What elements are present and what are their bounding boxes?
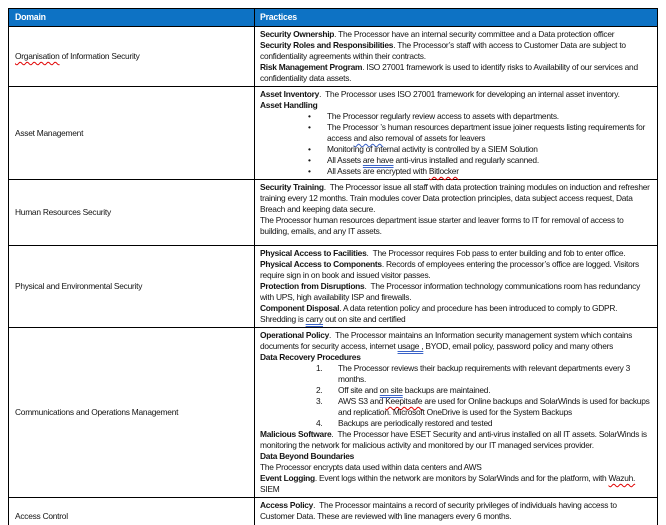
table-body [9, 26, 657, 525]
text-run: . The Processor requires Fob pass to enter building and fob to enter office. [366, 248, 626, 258]
bullet-item [308, 111, 652, 122]
practice-paragraph [260, 303, 652, 325]
text-run: Monitoring of internal activity is controlled by a SIEM Solution [327, 144, 538, 154]
grammar-flagged-text: are have [362, 155, 394, 165]
practice-paragraph [260, 451, 652, 462]
practice-paragraph [260, 62, 652, 84]
bullet-marker: • [308, 111, 311, 121]
text-run: Data Recovery Procedures [260, 352, 361, 362]
text-run: are used for Online backups and SolarWinds is used for backups and replication. Microsoft OneDrive is used for the System Backups [338, 396, 652, 417]
practices-cell-communications-and-operations-management [255, 328, 657, 497]
bullet-item [308, 155, 652, 166]
domain-label [15, 128, 83, 139]
numbered-text [338, 396, 652, 418]
domain-cell-communications-and-operations-management [9, 328, 255, 497]
table-row-communications-and-operations-management [9, 327, 657, 497]
practices-cell-access-control [255, 498, 657, 525]
practice-paragraph [260, 248, 652, 259]
numbered-text [338, 418, 492, 429]
text-run: Physical Access to Facilities [260, 248, 367, 258]
misspelled-word: Keepitsafe [385, 396, 423, 406]
text-run: . The Processor information technology communications room has redundancy with UPS, high availability ISP and firewalls. [260, 281, 643, 302]
domain-cell-asset-management [9, 87, 255, 179]
text-run: . The Processor’s staff with access to Customer Data are subject to confidentiality agreements within their contracts. [260, 40, 628, 61]
practice-paragraph [260, 100, 652, 111]
text-run: The Processor reviews their backup requirements with relevant departments every 3 months. [338, 363, 633, 384]
text-run: backups are maintained. [402, 385, 491, 395]
text-run: . Event logs within the network are monitors by SolarWinds and for the platform, with [314, 473, 609, 483]
bullet-text [327, 155, 539, 166]
text-run: Data Beyond Boundaries [260, 451, 355, 461]
numbered-text [338, 385, 490, 396]
bullet-marker: • [308, 155, 311, 165]
text-run: AWS S3 and [338, 396, 386, 406]
text-run: Security Ownership [260, 29, 335, 39]
text-run: All Assets are encrypted with [327, 166, 429, 176]
text-run: . The Processor uses ISO 27001 framework for developing an internal asset inventory. [319, 89, 620, 99]
text-run: removal of assets for leavers [383, 133, 486, 143]
practice-paragraph [260, 330, 652, 352]
numbered-item [316, 396, 652, 418]
practice-paragraph [260, 215, 652, 237]
text-run: SIEM [260, 473, 638, 494]
grammar-flagged-text: on site [379, 385, 403, 395]
text-run: Component Disposal [260, 303, 340, 313]
numbered-item [316, 385, 652, 396]
practice-paragraph [260, 29, 652, 40]
practice-paragraph [260, 429, 652, 451]
bullet-item [308, 122, 652, 144]
text-run: Backups are periodically restored and tested [338, 418, 493, 428]
text-run: out on site and certified [323, 314, 406, 324]
practices-cell-human-resources-security [255, 180, 657, 245]
text-run: . Records of employees entering the processor’s office are logged. Visitors require sign in on book and issued visitor passes. [260, 259, 642, 280]
text-run: The Processor human resources department issue starter and leaver forms to IT for removal of access to building, emails, and any IT assets. [260, 215, 626, 236]
text-run: Physical and Environmental Security [15, 281, 143, 291]
bullet-item [308, 144, 652, 155]
text-run: . ISO 27001 framework is used to identify risks to Availability of our services and confidentiality data assets. [260, 62, 640, 83]
practice-paragraph [260, 281, 652, 303]
text-run: All Assets [327, 155, 363, 165]
domain-cell-access-control [9, 498, 255, 525]
practice-paragraph [260, 473, 652, 495]
text-run: . The Processor maintains an Information security management system which contains documents for security access, internet [260, 330, 635, 351]
text-run: The Processor encrypts data used within data centers and AWS [260, 462, 482, 472]
misspelled-word: Organisation [15, 51, 60, 61]
text-run: Human Resources Security [15, 207, 111, 217]
text-run: . The Processor issue all staff with data protection training modules on induction and refresher training every 12 months. Train modules cover Data protection principles, data subject access request, Data Breach and keeping data secure. [260, 182, 652, 214]
domain-cell-physical-and-environmental-security [9, 246, 255, 327]
text-run: . The Processor have an internal security committee and a Data protection officer [334, 29, 615, 39]
text-run: Risk Management Program [260, 62, 363, 72]
text-run: The Processor ’s human resources department issue joiner requests listing requirements for access [327, 122, 648, 143]
misspelled-word: Bitlocker [428, 166, 459, 176]
table-row-organisation-of-information-security [9, 26, 657, 86]
practice-paragraph [260, 352, 652, 363]
practice-paragraph [260, 182, 652, 215]
text-run: anti-virus installed and regularly scanned. [393, 155, 539, 165]
text-run: of Information Security [59, 51, 140, 61]
practice-paragraph [260, 259, 652, 281]
bullet-item [308, 166, 652, 177]
practices-cell-physical-and-environmental-security [255, 246, 657, 327]
grammar-flagged-text: and also [353, 133, 384, 143]
table-row-asset-management [9, 86, 657, 179]
text-run: . A data retention policy and procedure has been introduced to comply to GDPR. Shredding is [260, 303, 620, 324]
text-run: Asset Management [15, 127, 84, 138]
text-run: Communications and Operations Management [15, 407, 179, 417]
domain-label [15, 407, 178, 418]
domain-label [15, 511, 68, 522]
number-marker: 3. [316, 396, 323, 406]
bullet-text [327, 122, 652, 144]
practices-cell-organisation-of-information-security [255, 27, 657, 86]
domain-cell-human-resources-security [9, 180, 255, 245]
domain-label [15, 51, 140, 62]
text-run: Malicious Software [260, 429, 332, 439]
practice-paragraph [260, 40, 652, 62]
security-practices-table [8, 8, 658, 525]
practice-paragraph [260, 89, 652, 100]
domain-cell-organisation-of-information-security [9, 27, 255, 86]
misspelled-word: Wazuh. [608, 473, 636, 483]
bullet-marker: • [308, 122, 311, 132]
domain-label [15, 207, 111, 218]
practices-cell-asset-management [255, 87, 657, 179]
text-run: Protection from Disruptions [260, 281, 365, 291]
number-marker: 1. [316, 363, 323, 373]
text-run: Asset Inventory [260, 89, 320, 99]
column-header-domain: Domain [9, 9, 255, 26]
text-run: Off site and [338, 385, 380, 395]
text-run: . The Processor maintains a record of security privileges of individuals having access to Customer Data. These are reviewed with line managers every 6 months. [260, 500, 619, 521]
table-row-physical-and-environmental-security [9, 245, 657, 327]
text-run: Physical Access to Components [260, 259, 382, 269]
grammar-flagged-text: usage , [397, 341, 424, 351]
text-run: . The Processor have ESET Security and anti-virus installed on all IT assets. SolarWinds is monitoring the network for malicious activity and monitored by our IT managed services provider. [260, 429, 649, 450]
text-run: BYOD, email policy, password policy and many others [423, 341, 614, 351]
bullet-text [327, 166, 459, 177]
column-header-practices: Practices [260, 12, 297, 22]
practice-paragraph [260, 500, 652, 522]
text-run: Event Logging [260, 473, 315, 483]
bullet-marker: • [308, 166, 311, 176]
table-row-human-resources-security [9, 179, 657, 245]
number-marker: 2. [316, 385, 323, 395]
bullet-text [327, 111, 559, 122]
grammar-flagged-text: carry [305, 314, 324, 324]
text-run: Security Training [260, 182, 324, 192]
text-run: Asset Handling [260, 100, 318, 110]
text-run: The Processor regularly review access to assets with departments. [327, 111, 559, 121]
domain-label [15, 281, 142, 292]
numbered-item [316, 418, 652, 429]
bullet-text [327, 144, 538, 155]
numbered-text [338, 363, 652, 385]
numbered-item [316, 363, 652, 385]
text-run: Operational Policy [260, 330, 330, 340]
table-row-access-control [9, 497, 657, 525]
bullet-marker: • [308, 144, 311, 154]
table-header-row [9, 9, 657, 26]
text-run: Security Roles and Responsibilities [260, 40, 394, 50]
number-marker: 4. [316, 418, 323, 428]
practice-paragraph [260, 462, 652, 473]
text-run: Access Policy [260, 500, 314, 510]
text-run: Access Control [15, 511, 68, 521]
